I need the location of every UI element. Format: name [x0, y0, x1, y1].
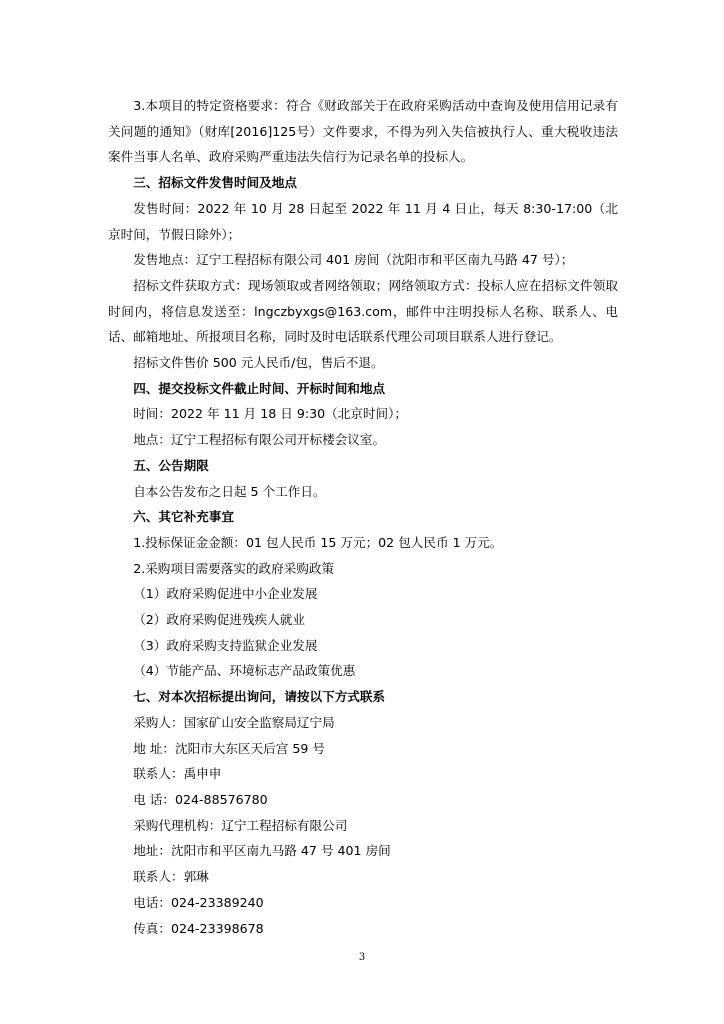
section-heading: 四、提交投标文件截止时间、开标时间和地点	[133, 380, 386, 396]
paragraph: （1）政府采购促进中小企业发展	[133, 586, 318, 602]
paragraph: 1.投标保证金金额：01 包人民币 15 万元；02 包人民币 1 万元。	[133, 534, 503, 550]
section-heading: 三、招标文件发售时间及地点	[133, 175, 297, 191]
section-heading: 六、其它补充事宜	[133, 509, 234, 525]
paragraph: 地点：辽宁工程招标有限公司开标楼会议室。	[133, 432, 386, 448]
page-number: 3	[358, 952, 366, 963]
paragraph: 2.采购项目需要落实的政府采购政策	[133, 560, 335, 576]
section-heading: 七、对本次招标提出询问，请按以下方式联系	[133, 689, 386, 705]
paragraph: 传真：024-23398678	[133, 920, 264, 936]
paragraph: 地址：沈阳市和平区南九马路 47 号 401 房间	[133, 843, 391, 859]
section-heading: 五、公告期限	[133, 457, 209, 473]
paragraph: 招标文件获取方式：现场领取或者网络领取；网络领取方式：投标人应在招标文件领取时间内，将信息发送至：lngczbyxgs@163.com，邮件中注明投标人名称、联系人、电话、邮箱地址、所报项目名称，同时及时电话联系代理公司项目联系人进行登记。	[108, 277, 618, 345]
paragraph: 采购人：国家矿山安全监察局辽宁局	[133, 714, 335, 730]
paragraph: 联系人：禹申申	[133, 766, 222, 782]
paragraph: 采购代理机构：辽宁工程招标有限公司	[133, 817, 348, 833]
paragraph: 3.本项目的特定资格要求：符合《财政部关于在政府采购活动中查询及使用信用记录有关问题的通知》（财库[2016]125号）文件要求，不得为列入失信被执行人、重大税收违法案件当事人名单、政府采购严重违法失信行为记录名单的投标人。	[108, 98, 618, 165]
paragraph: 自本公告发布之日起 5 个工作日。	[133, 483, 326, 499]
paragraph: （4）节能产品、环境标志产品政策优惠	[133, 663, 356, 679]
paragraph: 招标文件售价 500 元人民币/包，售后不退。	[133, 355, 384, 371]
paragraph: 电 话：024-88576780	[133, 791, 268, 807]
paragraph: （2）政府采购促进残疾人就业	[133, 612, 305, 628]
paragraph: 地 址：沈阳市大东区天后宫 59 号	[133, 740, 325, 756]
paragraph: 联系人：郭琳	[133, 869, 209, 885]
paragraph: （3）政府采购支持监狱企业发展	[133, 637, 318, 653]
paragraph: 电话：024-23389240	[133, 894, 264, 910]
paragraph: 发售地点：辽宁工程招标有限公司 401 房间（沈阳市和平区南九马路 47 号）；	[133, 252, 574, 268]
paragraph: 时间：2022 年 11 月 18 日 9:30（北京时间）；	[133, 406, 408, 422]
paragraph: 发售时间：2022 年 10 月 28 日起至 2022 年 11 月 4 日止，每天 8:30-17:00（北京时间，节假日除外）；	[108, 200, 618, 242]
document-body	[108, 93, 618, 941]
